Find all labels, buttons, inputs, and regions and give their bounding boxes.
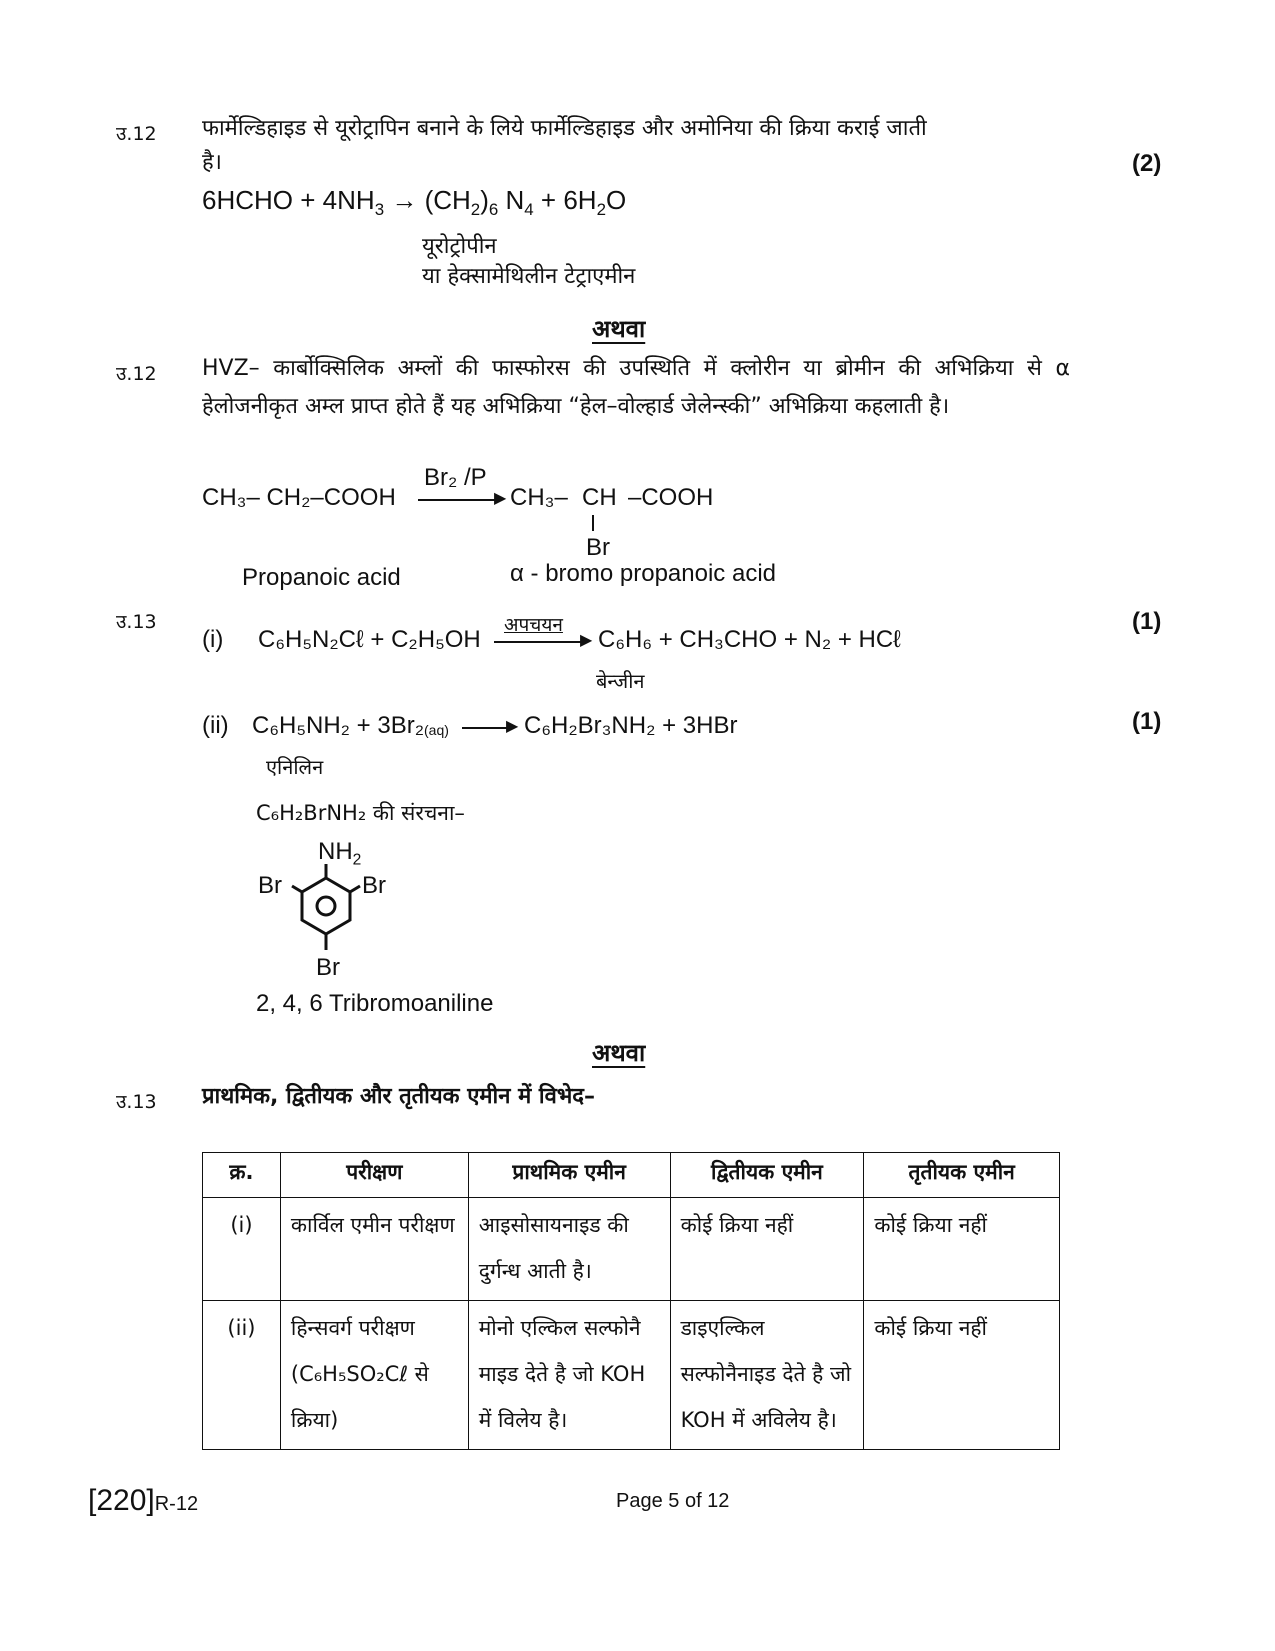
amino-group: $NH_2$ xyxy=(318,838,362,869)
arrow-head: ▶ xyxy=(494,488,507,507)
bromo-bottom: Br xyxy=(316,954,340,981)
reagent-reduction: अपचयन xyxy=(504,614,563,636)
reaction-arrow: → xyxy=(391,185,418,215)
table-header: क्र. xyxy=(203,1153,281,1198)
eq-plus: + xyxy=(540,185,557,215)
paper-code-number: [220] xyxy=(88,1484,155,1517)
aromatic-circle xyxy=(317,897,335,915)
part-label: (i) xyxy=(202,626,224,653)
table-cell: कोई क्रिया नहीं xyxy=(864,1198,1060,1301)
or-divider: अथवा xyxy=(592,1039,646,1067)
table-cell: (i) xyxy=(203,1198,281,1301)
table-row xyxy=(203,1198,1060,1301)
table-cell: मोनो एल्किल सल्फोनै माइड देते है जो KOH में विलेय है। xyxy=(468,1301,670,1450)
table-header: प्राथमिक एमीन xyxy=(468,1153,670,1198)
table-row xyxy=(203,1301,1060,1450)
eq-term: $4NH_3$ xyxy=(322,185,385,219)
eq-plus: + xyxy=(300,185,316,215)
question-number: उ.13 xyxy=(116,611,157,633)
marks: (2) xyxy=(1132,150,1162,177)
table-header: तृतीयक एमीन xyxy=(864,1153,1060,1198)
hvz-product-ch: CH xyxy=(582,484,617,511)
bromo-left: Br xyxy=(258,872,282,899)
bromination-reactants: C₆H₅NH₂ + 3Br₂ xyxy=(252,712,425,739)
product-name: यूरोट्रोपीन xyxy=(422,234,497,259)
or-divider: अथवा xyxy=(592,315,646,343)
page-number: Page 5 of 12 xyxy=(616,1490,730,1512)
hvz-product-left: CH₃– xyxy=(510,484,568,511)
table-cell: आइसोसायनाइड की दुर्गन्ध आती है। xyxy=(468,1198,670,1301)
hvz-reactant: CH₃– CH₂–COOH xyxy=(202,484,396,511)
paper-code xyxy=(88,1484,198,1518)
hvz-reagent: Br₂ /P xyxy=(424,464,487,491)
compound-name: 2, 4, 6 Tribromoaniline xyxy=(256,990,494,1017)
hvz-paragraph: HVZ– कार्बोक्सिलिक अम्लों की फास्फोरस की उपस्थिति में क्लोरीन या ब्रोमीन की अभिक्रिया से α हेलोजनीकृत अम्ल प्राप्त होते हैं यह अभिक्रिया “हेल–वोल्हार्ड जेलेन्स्की” अभिक्रिया कहलाती है। xyxy=(202,356,1070,419)
reaction-arrow xyxy=(494,641,586,643)
table-header: द्वितीयक एमीन xyxy=(670,1153,864,1198)
bond-line xyxy=(292,886,302,892)
arrow-head: ▶ xyxy=(580,630,593,649)
product-name: बेन्जीन xyxy=(596,669,645,693)
question-number: उ.12 xyxy=(116,123,157,145)
amine-comparison-table xyxy=(202,1152,1060,1450)
table-cell: (ii) xyxy=(203,1301,281,1450)
table-header: परीक्षण xyxy=(280,1153,468,1198)
table-cell: कोई क्रिया नहीं xyxy=(670,1198,864,1301)
question-number: उ.13 xyxy=(116,1091,157,1113)
eq-term: $(CH_2)_6$ $N_4$ xyxy=(424,185,534,219)
eq-term: $6H_2O$ xyxy=(563,185,627,219)
part-label: (ii) xyxy=(202,712,229,739)
diazo-reactants: C₆H₅N₂Cℓ + C₂H₅OH xyxy=(258,626,481,653)
bromination-products: C₆H₂Br₃NH₂ + 3HBr xyxy=(524,712,738,739)
bromo-right: Br xyxy=(362,872,386,899)
reactant-name: एनिलिन xyxy=(266,755,324,779)
marks: (1) xyxy=(1132,708,1162,735)
table-cell: कार्विल एमीन परीक्षण xyxy=(280,1198,468,1301)
diazo-products: C₆H₆ + CH₃CHO + N₂ + HCℓ xyxy=(598,626,901,653)
paper-subcode: R-12 xyxy=(154,1493,199,1515)
amine-heading: प्राथमिक, द्वितीयक और तृतीयक एमीन में विभेद– xyxy=(202,1084,595,1109)
hvz-substituent: Br xyxy=(586,534,610,561)
reactant-name: Propanoic acid xyxy=(242,564,401,591)
table-cell: कोई क्रिया नहीं xyxy=(864,1301,1060,1450)
question-number: उ.12 xyxy=(116,363,157,385)
eq-term: 6HCHO xyxy=(202,185,294,215)
table-header-row xyxy=(203,1153,1060,1198)
bond-line xyxy=(592,515,594,531)
urotropine-equation xyxy=(202,185,626,220)
marks: (1) xyxy=(1132,608,1162,635)
product-name: α - bromo propanoic acid xyxy=(510,560,777,587)
reaction-arrow xyxy=(418,499,500,501)
hvz-product-right: –COOH xyxy=(628,484,714,511)
bond-line xyxy=(350,886,360,892)
benzene-ring xyxy=(302,878,350,934)
table-cell: डाइएल्किल सल्फोनैनाइड देते है जो KOH में अविलेय है। xyxy=(670,1301,864,1450)
state-label: (aq) xyxy=(424,722,449,738)
product-name-alt: या हेक्सामेथिलीन टेट्राएमीन xyxy=(422,264,636,289)
q12-text-line-2: है। xyxy=(202,150,223,175)
arrow-head: ▶ xyxy=(506,716,519,735)
q12-text-line-1: फार्मेल्डिहाइड से यूरोट्रापिन बनाने के लिये फार्मेल्डिहाइड और अमोनिया की क्रिया कराई जाती xyxy=(202,116,927,141)
table-cell: हिन्सवर्ग परीक्षण (C₆H₅SO₂Cℓ से क्रिया) xyxy=(280,1301,468,1450)
reaction-arrow xyxy=(462,727,512,729)
structure-caption: C₆H₂BrNH₂ की संरचना– xyxy=(256,801,465,825)
